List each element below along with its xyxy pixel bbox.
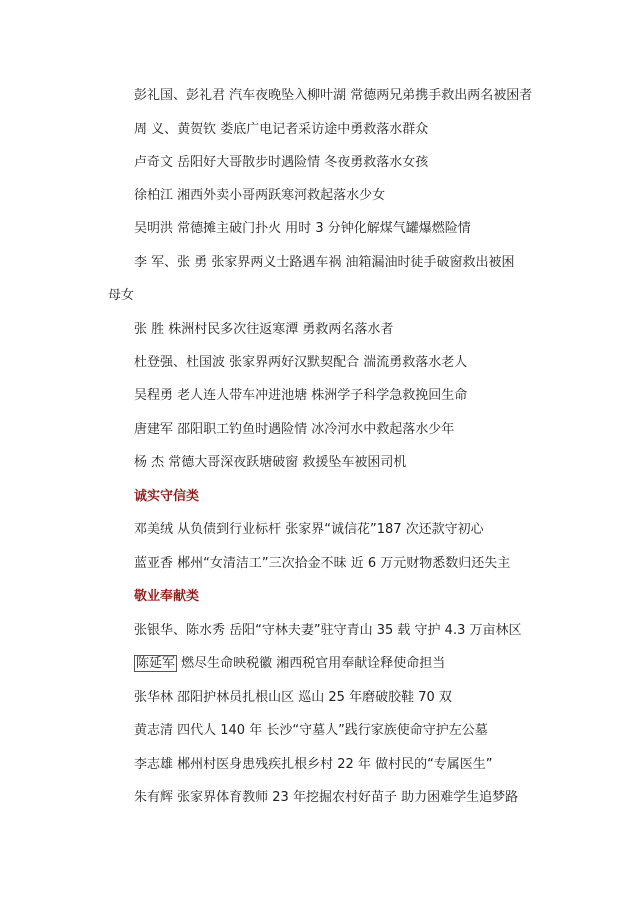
list-item: 卢奇文 岳阳好大哥散步时遇险情 冬夜勇救落水女孩	[134, 155, 429, 170]
list-item: 周 义、黄贺钦 娄底广电记者采访途中勇救落水群众	[134, 122, 429, 137]
list-item: 杨 杰 常德大哥深夜跃塘破窗 救援坠车被困司机	[134, 455, 407, 470]
list-item-continuation: 母女	[108, 288, 135, 303]
list-item: 朱有辉 张家界体育教师 23 年挖掘农村好苗子 助力困难学生追梦路	[134, 790, 519, 805]
section-heading: 诚实守信类	[134, 489, 200, 504]
list-item: 唐建军 邵阳职工钓鱼时遇险情 冰冷河水中救起落水少年	[134, 422, 455, 437]
list-item: 邓美绒 从负债到行业标杆 张家界“诚信花”187 次还款守初心	[134, 522, 484, 537]
list-item: 李志雄 郴州村医身患残疾扎根乡村 22 年 做村民的“专属医生”	[134, 757, 493, 772]
list-item: 徐柏江 湘西外卖小哥两跃寒河救起落水少女	[134, 188, 386, 203]
list-item: 李 军、张 勇 张家界两义士路遇车祸 油箱漏油时徒手破窗救出被困	[134, 255, 515, 270]
section-heading: 敬业奉献类	[134, 589, 200, 604]
list-item-text: 燃尽生命映税徽 湘西税官用奉献诠释使命担当	[177, 656, 446, 671]
list-item: 杜登强、杜国波 张家界两好汉默契配合 湍流勇救落水老人	[134, 355, 468, 370]
list-item: 吴程勇 老人连人带车冲进池塘 株洲学子科学急救挽回生命	[134, 388, 468, 403]
list-item: 张银华、陈水秀 岳阳“守林夫妻”驻守青山 35 载 守护 4.3 万亩林区	[134, 623, 522, 638]
highlighted-name: 陈延军	[136, 656, 176, 671]
list-item: 黄志清 四代人 140 年 长沙“守墓人”践行家族使命守护左公墓	[134, 723, 488, 738]
list-item: 彭礼国、彭礼君 汽车夜晚坠入柳叶湖 常德两兄弟携手救出两名被困者	[134, 88, 533, 103]
list-item: 张华林 邵阳护林员扎根山区 巡山 25 年磨破胶鞋 70 双	[134, 690, 452, 705]
list-item: 蓝亚香 郴州“女清洁工”三次拾金不昧 近 6 万元财物悉数归还失主	[134, 556, 511, 571]
list-item: 张 胜 株洲村民多次往返寒潭 勇救两名落水者	[134, 322, 394, 337]
list-item	[134, 655, 544, 673]
list-item: 吴明洪 常德摊主破门扑火 用时 3 分钟化解煤气罐爆燃险情	[134, 221, 471, 236]
